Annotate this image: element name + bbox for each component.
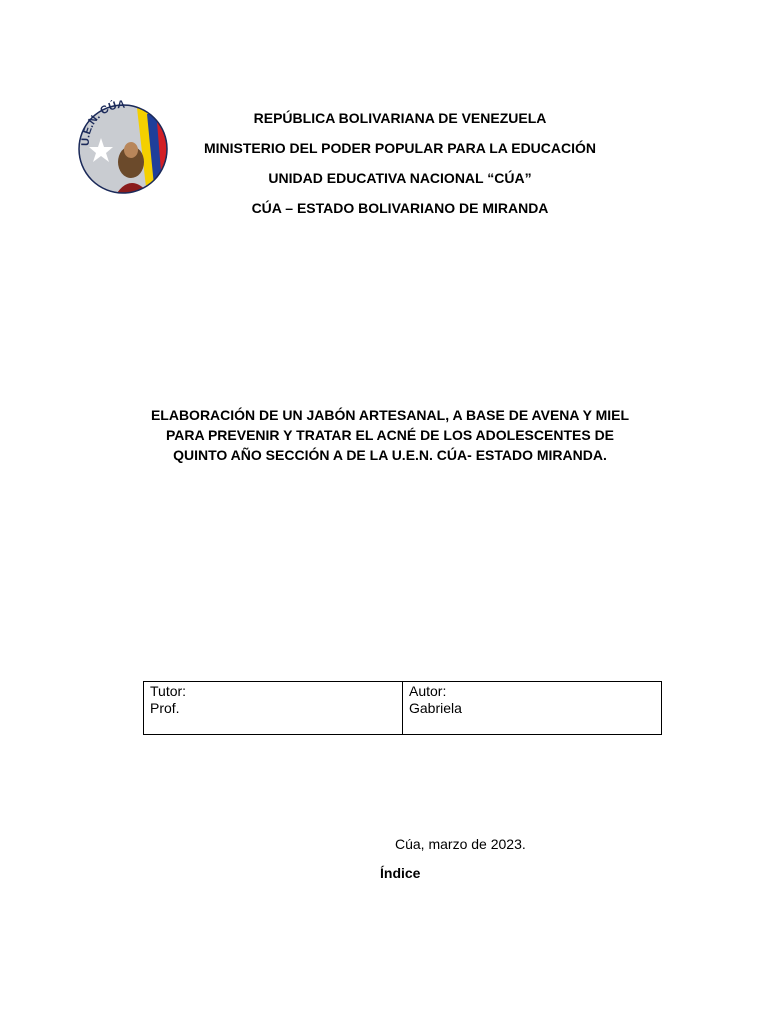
title-line-2: PARA PREVENIR Y TRATAR EL ACNÉ DE LOS ADOLESCENTES DE bbox=[165, 427, 615, 443]
header-line-ministry: MINISTERIO DEL PODER POPULAR PARA LA EDUCACIÓN bbox=[203, 140, 597, 156]
project-title bbox=[130, 405, 650, 465]
title-line-3: QUINTO AÑO SECCIÓN A DE LA U.E.N. CÚA- ESTADO MIRANDA. bbox=[173, 447, 607, 463]
header-line-republic: REPÚBLICA BOLIVARIANA DE VENEZUELA bbox=[253, 110, 547, 126]
tutor-cell bbox=[144, 682, 403, 735]
author-value: Gabriela bbox=[409, 700, 462, 716]
header-line-location: CÚA – ESTADO BOLIVARIANO DE MIRANDA bbox=[251, 200, 549, 216]
tutor-label: Tutor: bbox=[150, 683, 187, 699]
index-heading: Índice bbox=[380, 865, 421, 881]
author-cell bbox=[403, 682, 662, 735]
school-logo bbox=[77, 100, 169, 196]
title-line-1: ELABORACIÓN DE UN JABÓN ARTESANAL, A BASE DE AVENA Y MIEL bbox=[150, 407, 630, 423]
header-line-school: UNIDAD EDUCATIVA NACIONAL “CÚA” bbox=[268, 170, 532, 186]
place-date: Cúa, marzo de 2023. bbox=[395, 836, 526, 852]
tutor-author-table bbox=[143, 681, 662, 735]
tutor-value: Prof. bbox=[150, 700, 180, 716]
logo-text: U.E.N. CÚA bbox=[79, 100, 126, 147]
author-label: Autor: bbox=[409, 683, 447, 699]
